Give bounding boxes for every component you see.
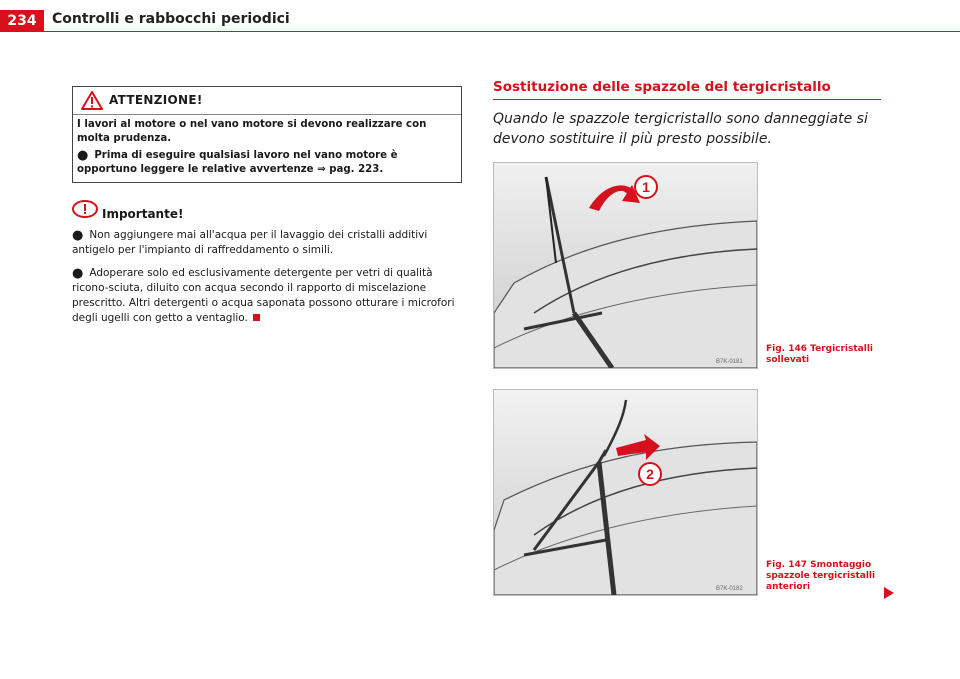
important-bullet xyxy=(72,228,464,258)
running-title: Controlli e rabbocchi periodici xyxy=(52,11,290,27)
warning-bullet-text: Prima di eseguire qualsiasi lavoro nel vano motore è opportuno leggere le relative avvertenze xyxy=(77,150,398,175)
warning-box xyxy=(72,86,462,183)
warning-bullet xyxy=(77,149,457,177)
bullet-icon: ● xyxy=(72,266,84,281)
ref-arrow-icon: ⇒ xyxy=(317,164,326,175)
header-rule xyxy=(44,31,960,32)
bullet-icon: ● xyxy=(72,228,84,243)
figure-illustration xyxy=(494,163,757,368)
important-bullet xyxy=(72,266,464,326)
important-body xyxy=(72,228,464,334)
bullet-icon: ● xyxy=(77,148,89,163)
page-number: 234 xyxy=(0,10,44,32)
important-bullet-text: Non aggiungere mai all'acqua per il lavaggio dei cristalli additivi antigelo per l'impianto di raffreddamento o simili. xyxy=(72,229,428,256)
important-bullet-text: Adoperare solo ed esclusivamente detergente per vetri di qualità ricono-sciuta, diluito con acqua secondo il rapporto di miscelazione prescritto. Altri detergenti o acqua saponata possono otturare i microfori degli ugelli con getto a ventaglio. xyxy=(72,267,455,324)
callout-2-label: 2 xyxy=(646,466,654,482)
figure-illustration xyxy=(494,390,757,595)
end-of-section-marker xyxy=(253,314,260,321)
section-title: Sostituzione delle spazzole del tergicristallo xyxy=(493,79,881,100)
figure-wiper-removal xyxy=(493,389,758,596)
page-reference-link[interactable]: pag. 223. xyxy=(329,164,384,175)
figure-caption: Fig. 147 Smontaggio spazzole tergicristalli anteriori xyxy=(766,560,876,592)
warning-body xyxy=(73,115,461,177)
warning-title: ATTENZIONE! xyxy=(109,93,203,107)
important-title: Importante! xyxy=(102,207,184,221)
figure-code: B7K-0181 xyxy=(716,359,743,365)
warning-paragraph: I lavori al motore o nel vano motore si devono realizzare con molta prudenza. xyxy=(77,119,427,144)
exclamation-oval-icon xyxy=(72,200,98,218)
figure-wipers-raised xyxy=(493,162,758,369)
figure-code: B7K-0182 xyxy=(716,586,743,592)
page-header xyxy=(0,0,960,40)
callout-1-label: 1 xyxy=(642,179,650,195)
warning-triangle-icon xyxy=(81,91,103,110)
warning-header xyxy=(73,87,461,115)
figure-caption: Fig. 146 Tergicristalli sollevati xyxy=(766,344,874,365)
next-page-arrow-icon[interactable] xyxy=(883,586,895,600)
section-lead: Quando le spazzole tergicristallo sono danneggiate si devono sostituire il più presto possibile. xyxy=(493,111,868,147)
